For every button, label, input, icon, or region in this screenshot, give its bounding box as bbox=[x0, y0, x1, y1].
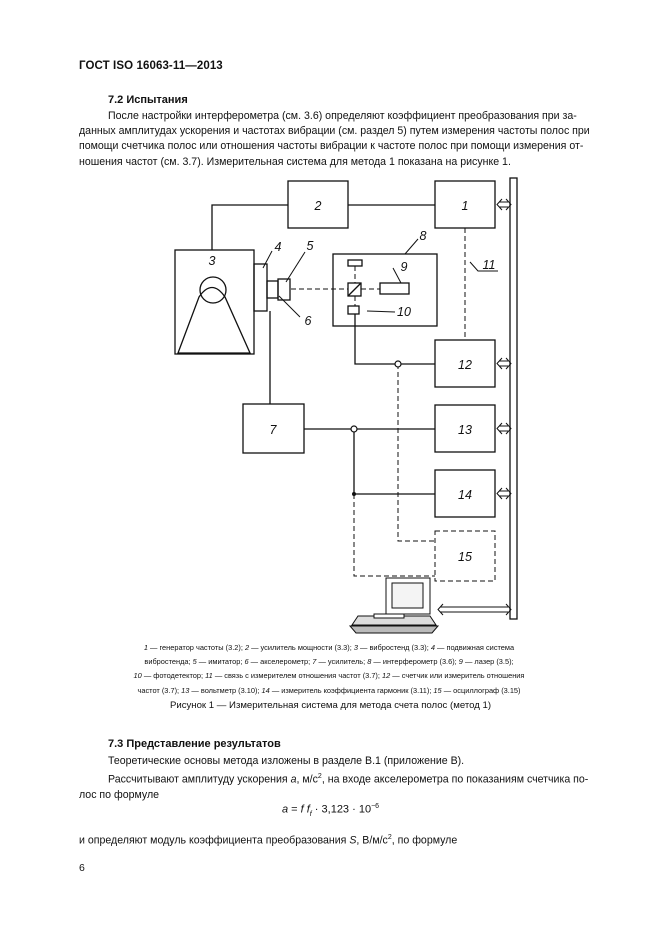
label-2: 2 bbox=[314, 199, 322, 213]
leader-8 bbox=[405, 239, 418, 254]
bus-arrow-12 bbox=[497, 358, 511, 369]
exciter-body bbox=[178, 288, 250, 354]
label-9: 9 bbox=[400, 260, 408, 274]
leader-5 bbox=[286, 252, 305, 282]
junction-dot bbox=[395, 361, 401, 367]
bus-arrow-14 bbox=[497, 488, 511, 499]
label-7: 7 bbox=[269, 423, 277, 437]
figure-legend bbox=[90, 641, 568, 698]
formula-intro-line bbox=[79, 830, 615, 849]
exciter-armature bbox=[200, 277, 226, 303]
label-13: 13 bbox=[458, 423, 472, 437]
junction-dot bbox=[351, 426, 357, 432]
bus-arrow-computer bbox=[438, 604, 511, 615]
para-line: Рассчитывают амплитуду ускорения a, $м/с^2$, на входе акселерометра по показаниям счетчика по- bbox=[108, 773, 589, 786]
legend-line: частот (3.7); 13 — вольтметр (3.10); 14 — измеритель коэффициента гармоник (3.11); 15 — осциллограф (3.15) bbox=[137, 685, 521, 695]
label-3: 3 bbox=[208, 254, 216, 268]
label-14: 14 bbox=[458, 488, 472, 502]
data-bus bbox=[510, 178, 517, 619]
computer-icon bbox=[350, 578, 438, 633]
para-line: данных амплитудах ускорения и частотах вибрации (см. раздел 5) путем измерения частоты полос при bbox=[79, 125, 590, 138]
formula-acceleration: a = f $f_f \cdot 3,123 \cdot 10^{-6}$ bbox=[281, 803, 380, 818]
bus-arrow-1 bbox=[497, 199, 511, 210]
leader-10 bbox=[367, 311, 395, 312]
wire-10-12 bbox=[355, 314, 435, 364]
label-10: 10 bbox=[397, 305, 411, 319]
page-number: 6 bbox=[79, 862, 85, 874]
figure-caption: Рисунок 1 — Измерительная система для метода счета полос (метод 1) bbox=[169, 700, 492, 711]
para-line: и определяют модуль коэффициента преобразования S, $В/м/с^2$, по формуле bbox=[79, 834, 458, 847]
block-10-photodetector bbox=[348, 306, 359, 314]
wire-7-14 bbox=[354, 429, 435, 494]
bus-arrow-13 bbox=[497, 423, 511, 434]
label-6: 6 bbox=[304, 314, 312, 328]
block-6-accelerometer bbox=[267, 281, 278, 298]
para-line: помощи счетчика полос или отношения частоты вибрации к частоте полос при помощи измерения от- bbox=[79, 140, 584, 153]
label-11: 11 bbox=[482, 258, 496, 272]
label-15: 15 bbox=[458, 550, 472, 564]
beam-splitter-diagonal bbox=[348, 283, 361, 296]
para-line: ношения частот (см. 3.7). Измерительная система для метода 1 показана на рисунке 1. bbox=[79, 155, 511, 168]
section-7-2-title: 7.2 Испытания bbox=[108, 94, 188, 106]
label-4: 4 bbox=[274, 240, 282, 254]
legend-line: вибростенда; 5 — имитатор; 6 — акселерометр; 7 — усилитель; 8 — интерферометр (3.6); 9 — лазер (3.5); bbox=[144, 657, 514, 667]
para-line: Теоретические основы метода изложены в разделе В.1 (приложение В). bbox=[108, 755, 465, 767]
interferometer-mirror bbox=[348, 260, 362, 266]
junction-dot bbox=[352, 492, 356, 496]
legend-line: 10 — фотодетектор; 11 — связь с измерителем отношения частот (3.7); 12 — счетчик или измеритель отношения bbox=[133, 671, 525, 681]
section-7-3-paragraph bbox=[79, 754, 615, 803]
label-8: 8 bbox=[419, 229, 427, 243]
block-4-moving-element bbox=[254, 264, 267, 311]
label-1: 1 bbox=[461, 199, 469, 213]
dash-to-15 bbox=[398, 364, 435, 541]
label-5: 5 bbox=[306, 239, 314, 253]
para-line: После настройки интерферометра (см. 3.6) определяют коэффициент преобразования при за- bbox=[108, 110, 577, 122]
dash-to-15b bbox=[354, 494, 435, 576]
para-line: лос по формуле bbox=[79, 788, 160, 801]
block-9-laser bbox=[380, 283, 409, 294]
section-7-3-title: 7.3 Представление результатов bbox=[108, 738, 281, 750]
label-12: 12 bbox=[458, 358, 472, 372]
legend-line: 1 — генератор частоты (3.2); 2 — усилитель мощности (3.3); 3 — вибростенд (3.3); 4 — подвижная система bbox=[143, 643, 515, 652]
document-header: ГОСТ ISO 16063-11—2013 bbox=[79, 60, 223, 72]
